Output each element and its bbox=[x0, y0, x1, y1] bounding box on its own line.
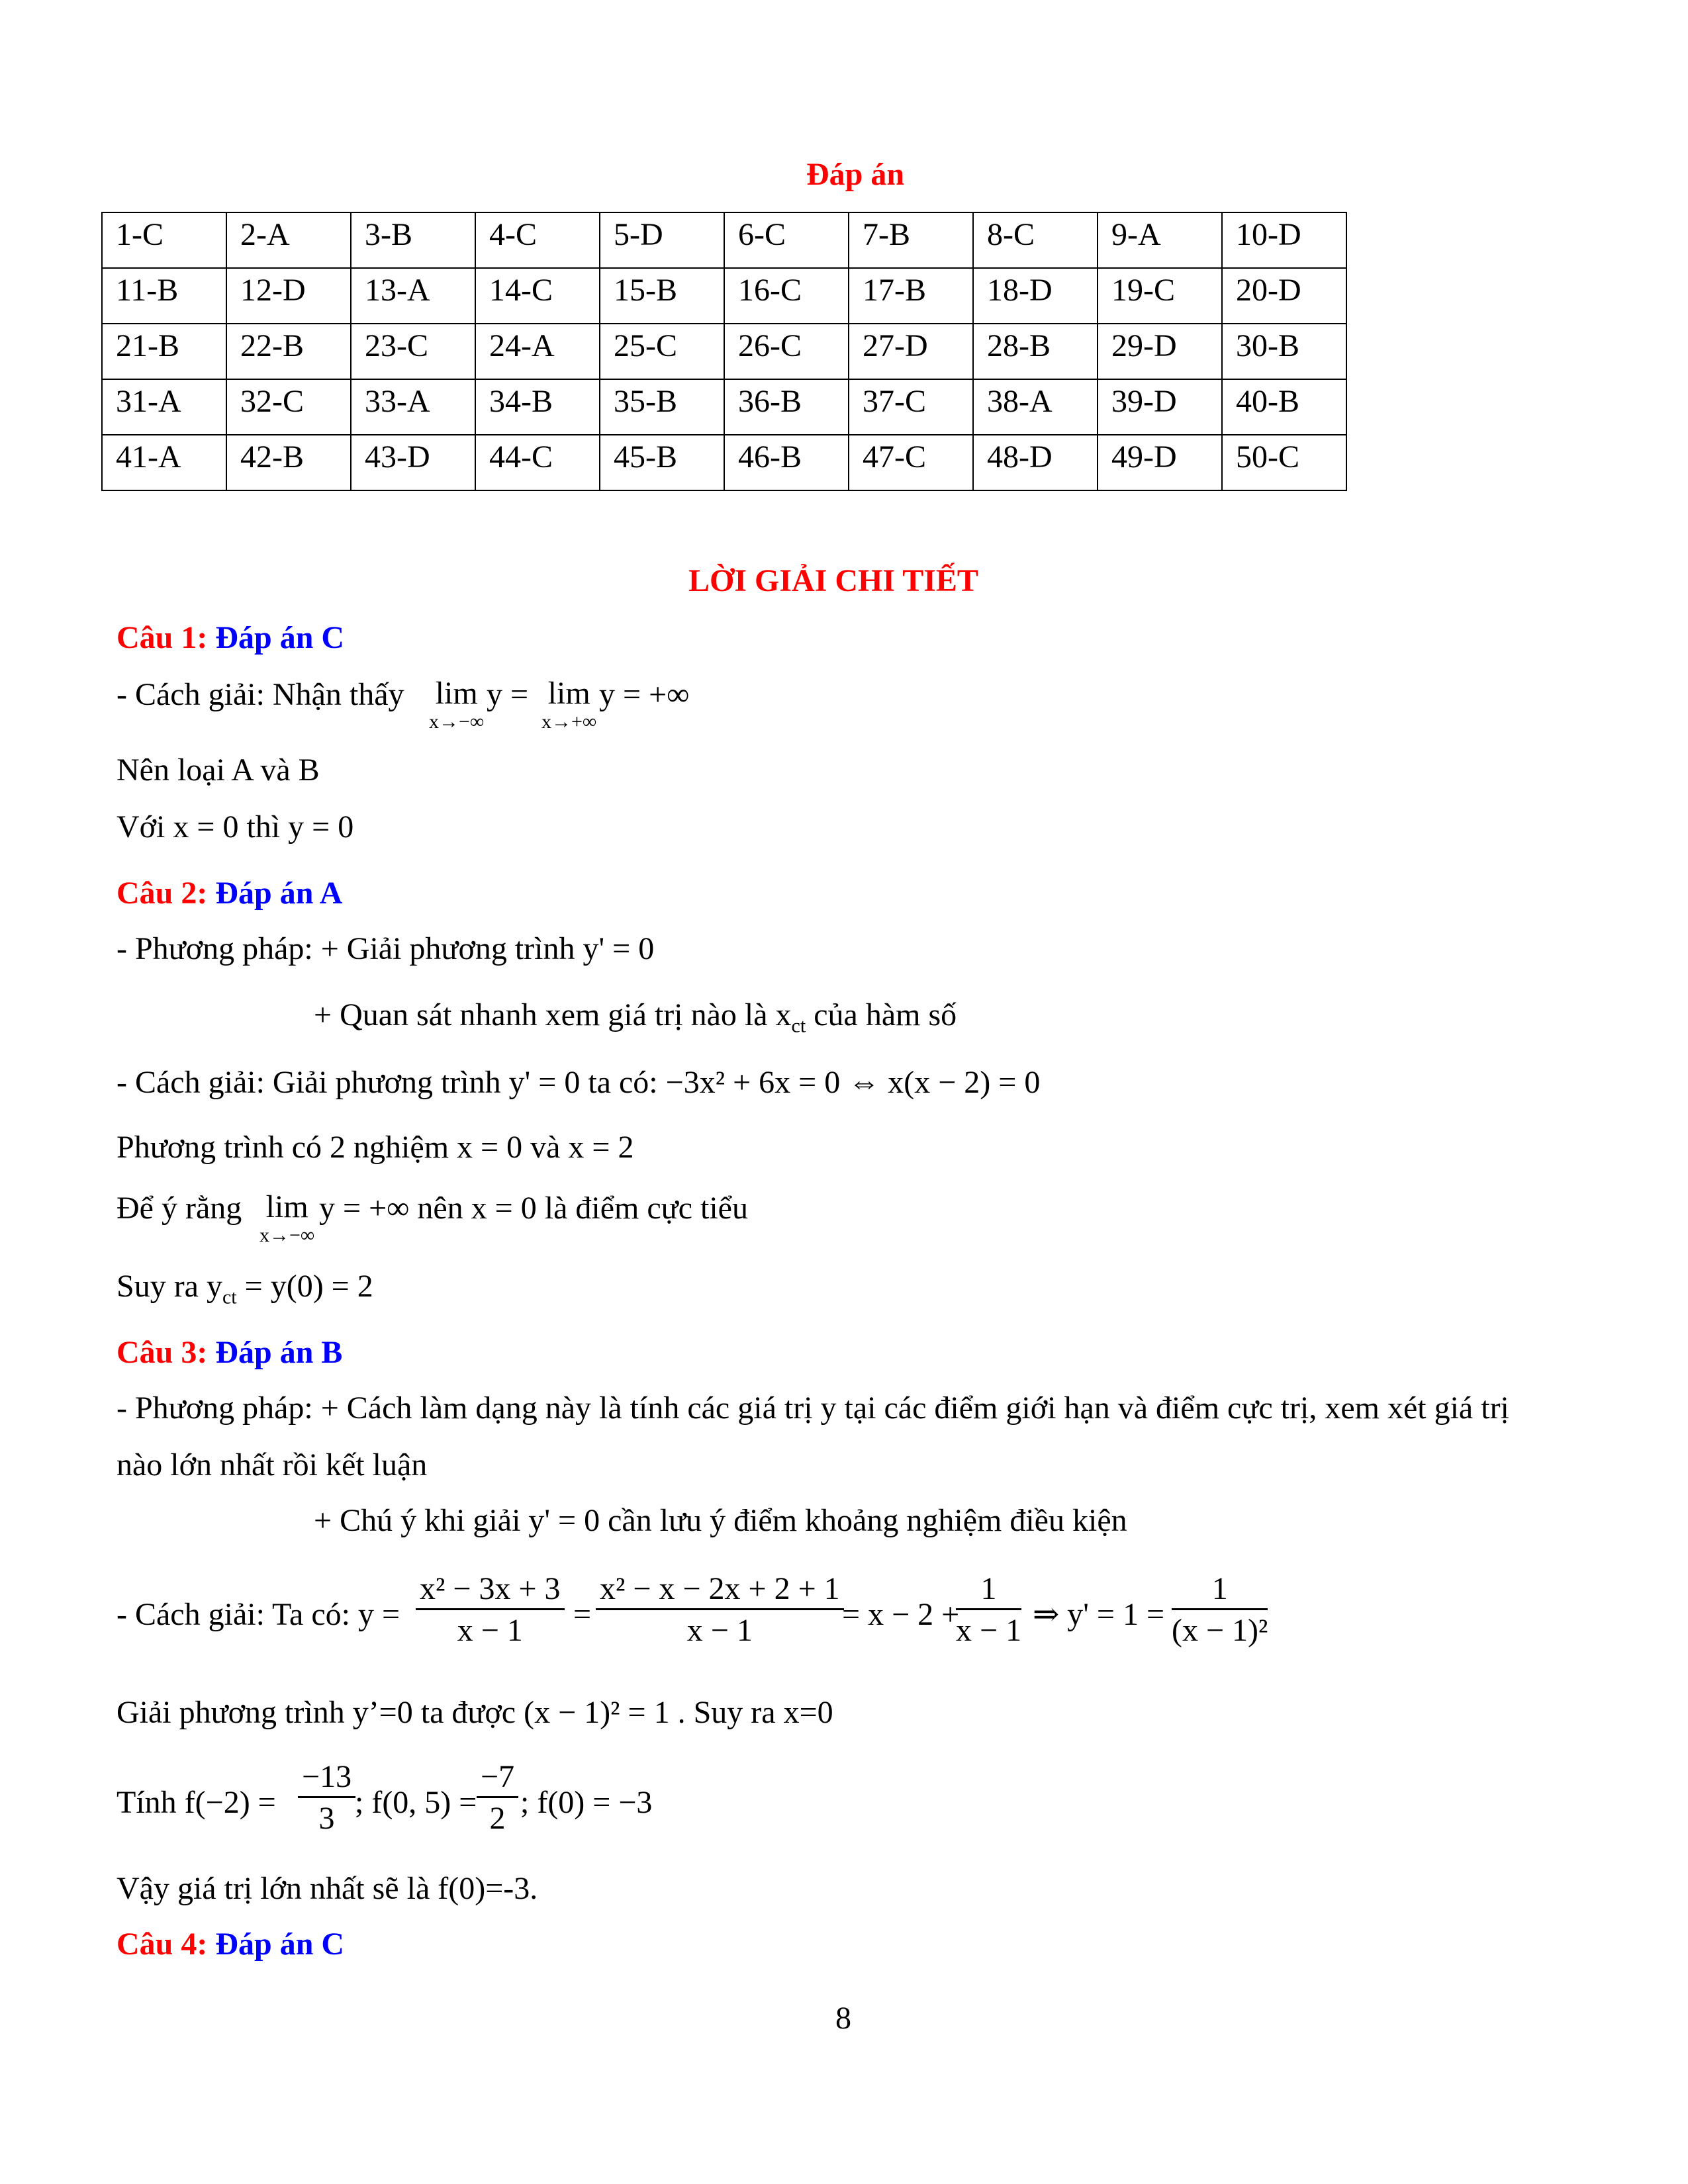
q3-line4-prefix: - Cách giải: Ta có: y = bbox=[117, 1597, 400, 1632]
answer-cell: 23-C bbox=[351, 324, 475, 379]
q4-heading bbox=[117, 1926, 344, 1963]
q2-line2-a: + Quan sát nhanh xem giá trị nào là x bbox=[314, 997, 792, 1032]
answer-cell: 42-B bbox=[226, 435, 351, 490]
answer-cell: 31-A bbox=[102, 379, 226, 435]
answer-cell: 24-A bbox=[475, 324, 600, 379]
q1-line3: Với x = 0 thì y = 0 bbox=[117, 809, 354, 844]
q3-line7: Vậy giá trị lớn nhất sẽ là f(0)=-3. bbox=[117, 1871, 538, 1906]
frac-denominator: x − 1 bbox=[956, 1613, 1022, 1648]
q3-line6-prefix: Tính f(−2) = bbox=[117, 1785, 276, 1820]
answer-cell: 46-B bbox=[724, 435, 849, 490]
q3-line6-end: ; f(0) = −3 bbox=[520, 1785, 653, 1820]
q2-line2-sub: ct bbox=[791, 1015, 806, 1037]
frac-numerator: x² − x − 2x + 2 + 1 bbox=[596, 1570, 844, 1610]
q3-line1: - Phương pháp: + Cách làm dạng này là tính các giá trị y tại các điểm giới hạn và điểm cực trị, xem xét giá trị bbox=[117, 1390, 1509, 1426]
answer-cell: 21-B bbox=[102, 324, 226, 379]
answer-cell: 14-C bbox=[475, 268, 600, 324]
q3-eq: = bbox=[573, 1597, 592, 1632]
q1-line1-prefix: - Cách giải: Nhận thấy bbox=[117, 677, 404, 712]
q2-heading bbox=[117, 875, 342, 912]
answer-cell: 34-B bbox=[475, 379, 600, 435]
q3-label: Câu 3: bbox=[117, 1335, 208, 1370]
q1-eq: y = bbox=[487, 677, 529, 712]
q4-label: Câu 4: bbox=[117, 1927, 208, 1962]
answer-row bbox=[102, 268, 1346, 324]
q3-frac4 bbox=[1172, 1570, 1268, 1651]
answer-cell: 32-C bbox=[226, 379, 351, 435]
answer-cell: 7-B bbox=[849, 212, 973, 268]
answer-cell: 43-D bbox=[351, 435, 475, 490]
q2-line5-suffix: y = +∞ nên x = 0 là điểm cực tiểu bbox=[319, 1191, 748, 1226]
answer-cell: 8-C bbox=[973, 212, 1098, 268]
answer-row bbox=[102, 212, 1346, 268]
q4-answer: Đáp án C bbox=[215, 1927, 345, 1962]
answer-cell: 15-B bbox=[600, 268, 724, 324]
answer-row bbox=[102, 379, 1346, 435]
q2-lim-neg bbox=[259, 1189, 314, 1246]
q3-line6-mid: ; f(0, 5) = bbox=[355, 1785, 477, 1820]
answer-cell: 13-A bbox=[351, 268, 475, 324]
page-number: 8 bbox=[835, 2001, 851, 2036]
lim-sub: x→−∞ bbox=[429, 711, 485, 733]
q2-line6-b: = y(0) = 2 bbox=[236, 1269, 373, 1304]
q2-line5-prefix: Để ý rằng bbox=[117, 1191, 242, 1226]
frac-denominator: 2 bbox=[489, 1801, 506, 1836]
q3-line2: nào lớn nhất rồi kết luận bbox=[117, 1447, 428, 1482]
answer-cell: 10-D bbox=[1222, 212, 1346, 268]
q3-frac3 bbox=[956, 1570, 1021, 1651]
q3-f2 bbox=[477, 1758, 518, 1839]
answer-cell: 9-A bbox=[1098, 212, 1222, 268]
answer-cell: 48-D bbox=[973, 435, 1098, 490]
answer-cell: 6-C bbox=[724, 212, 849, 268]
q2-label: Câu 2: bbox=[117, 876, 208, 911]
answer-cell: 12-D bbox=[226, 268, 351, 324]
q2-line3: - Cách giải: Giải phương trình y' = 0 ta có: −3x² + 6x = 0 ⇔ x(x − 2) = 0 bbox=[117, 1065, 1041, 1100]
q3-f1 bbox=[298, 1758, 355, 1839]
q3-frac2 bbox=[596, 1570, 844, 1651]
answer-cell: 47-C bbox=[849, 435, 973, 490]
answer-cell: 26-C bbox=[724, 324, 849, 379]
frac-numerator: 1 bbox=[956, 1570, 1021, 1610]
lim-sub: x→−∞ bbox=[259, 1224, 315, 1246]
solutions-title: LỜI GIẢI CHI TIẾT bbox=[688, 563, 978, 598]
answer-cell: 38-A bbox=[973, 379, 1098, 435]
lim-word: lim bbox=[435, 676, 478, 711]
q1-lim-neg bbox=[429, 675, 484, 732]
answer-key-table bbox=[101, 212, 1347, 491]
q1-line2: Nên loại A và B bbox=[117, 752, 320, 788]
answer-key-title: Đáp án bbox=[806, 157, 905, 192]
q1-line1-math: y = +∞ bbox=[599, 677, 690, 712]
q2-line6 bbox=[117, 1268, 373, 1316]
frac-numerator: x² − 3x + 3 bbox=[416, 1570, 565, 1610]
q3-line5: Giải phương trình y’=0 ta được (x − 1)² = 1 . Suy ra x=0 bbox=[117, 1695, 833, 1730]
answer-cell: 50-C bbox=[1222, 435, 1346, 490]
q3-answer: Đáp án B bbox=[215, 1335, 343, 1370]
answer-cell: 3-B bbox=[351, 212, 475, 268]
answer-cell: 19-C bbox=[1098, 268, 1222, 324]
answer-row bbox=[102, 435, 1346, 490]
answer-cell: 18-D bbox=[973, 268, 1098, 324]
answer-cell: 33-A bbox=[351, 379, 475, 435]
answer-cell: 41-A bbox=[102, 435, 226, 490]
answer-cell: 40-B bbox=[1222, 379, 1346, 435]
q3-heading bbox=[117, 1334, 342, 1371]
answer-cell: 29-D bbox=[1098, 324, 1222, 379]
answer-cell: 45-B bbox=[600, 435, 724, 490]
q3-frac1 bbox=[416, 1570, 565, 1651]
answer-row bbox=[102, 324, 1346, 379]
frac-numerator: −7 bbox=[477, 1758, 518, 1798]
answer-cell: 5-D bbox=[600, 212, 724, 268]
q1-lim-pos bbox=[541, 675, 596, 732]
q3-mid: = x − 2 + bbox=[842, 1597, 960, 1632]
answer-cell: 4-C bbox=[475, 212, 600, 268]
answer-cell: 11-B bbox=[102, 268, 226, 324]
q2-answer: Đáp án A bbox=[215, 876, 343, 911]
answer-cell: 35-B bbox=[600, 379, 724, 435]
answer-cell: 22-B bbox=[226, 324, 351, 379]
lim-word: lim bbox=[265, 1189, 308, 1224]
answer-cell: 49-D bbox=[1098, 435, 1222, 490]
q2-line2-b: của hàm số bbox=[806, 997, 957, 1032]
frac-denominator: x − 1 bbox=[686, 1613, 753, 1648]
q1-answer: Đáp án C bbox=[215, 620, 345, 655]
answer-cell: 1-C bbox=[102, 212, 226, 268]
answer-cell: 17-B bbox=[849, 268, 973, 324]
frac-denominator: x − 1 bbox=[457, 1613, 523, 1648]
q1-heading bbox=[117, 619, 344, 657]
frac-denominator: (x − 1)² bbox=[1172, 1613, 1268, 1648]
answer-cell: 28-B bbox=[973, 324, 1098, 379]
q2-line1: - Phương pháp: + Giải phương trình y' = 0 bbox=[117, 931, 655, 966]
answer-cell: 36-B bbox=[724, 379, 849, 435]
answer-cell: 30-B bbox=[1222, 324, 1346, 379]
q2-line6-sub: ct bbox=[222, 1286, 237, 1308]
answer-cell: 20-D bbox=[1222, 268, 1346, 324]
lim-sub: x→+∞ bbox=[541, 711, 597, 733]
q1-label: Câu 1: bbox=[117, 620, 208, 655]
q3-line3: + Chú ý khi giải y' = 0 cần lưu ý điểm khoảng nghiệm điều kiện bbox=[314, 1503, 1127, 1538]
answer-cell: 37-C bbox=[849, 379, 973, 435]
answer-cell: 44-C bbox=[475, 435, 600, 490]
answer-cell: 2-A bbox=[226, 212, 351, 268]
q2-line6-a: Suy ra y bbox=[117, 1269, 222, 1304]
answer-cell: 27-D bbox=[849, 324, 973, 379]
frac-numerator: −13 bbox=[298, 1758, 355, 1798]
frac-denominator: 3 bbox=[318, 1801, 335, 1836]
q3-imp: ⇒ y' = 1 = bbox=[1033, 1597, 1165, 1632]
frac-numerator: 1 bbox=[1172, 1570, 1268, 1610]
q2-line2 bbox=[314, 997, 957, 1045]
answer-cell: 16-C bbox=[724, 268, 849, 324]
q2-line4: Phương trình có 2 nghiệm x = 0 và x = 2 bbox=[117, 1130, 634, 1165]
answer-cell: 25-C bbox=[600, 324, 724, 379]
lim-word: lim bbox=[547, 676, 590, 711]
answer-cell: 39-D bbox=[1098, 379, 1222, 435]
